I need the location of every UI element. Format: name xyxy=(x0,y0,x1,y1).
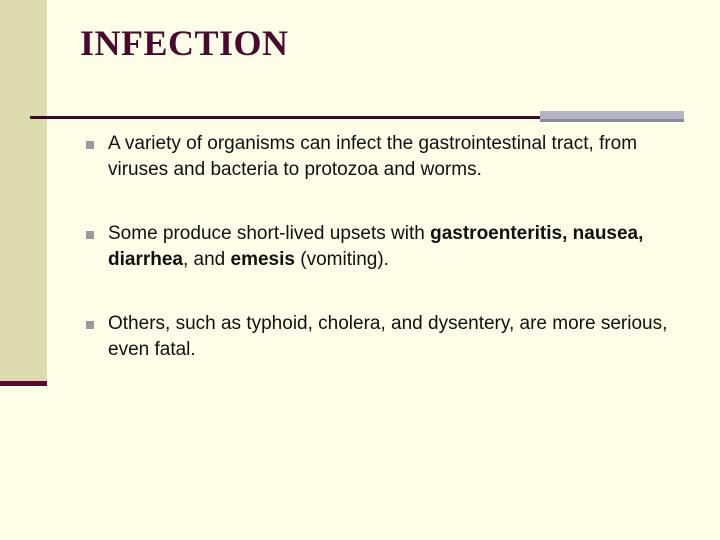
title-rule-accent xyxy=(540,111,684,119)
title-underline-rule xyxy=(30,116,540,119)
bullet-item-3 xyxy=(86,311,696,363)
bullet-item-1 xyxy=(86,131,696,183)
title-rule-accent-line xyxy=(540,119,684,122)
bullet-text: Others, such as typhoid, cholera, and dysentery, are more serious, even fatal. xyxy=(108,313,668,360)
square-bullet-icon xyxy=(86,321,94,329)
left-decorative-band xyxy=(0,0,47,381)
bullet-list xyxy=(86,131,696,401)
bullet-text-segment: Some produce short-lived upsets with xyxy=(108,223,431,244)
slide-title: INFECTION xyxy=(80,23,289,63)
bullet-text-segment: (vomiting). xyxy=(294,249,389,270)
bullet-text-bold-term: gastroenteritis, nausea, diarrhea xyxy=(108,223,644,270)
bullet-item-2 xyxy=(86,221,696,273)
bullet-text-segment: , and xyxy=(182,249,231,270)
bullet-text-bold-term: emesis xyxy=(230,249,295,270)
square-bullet-icon xyxy=(86,231,94,239)
bullet-text: A variety of organisms can infect the gastrointestinal tract, from viruses and bacteria to protozoa and worms. xyxy=(108,133,638,180)
square-bullet-icon xyxy=(86,141,94,149)
left-band-accent xyxy=(0,381,47,386)
